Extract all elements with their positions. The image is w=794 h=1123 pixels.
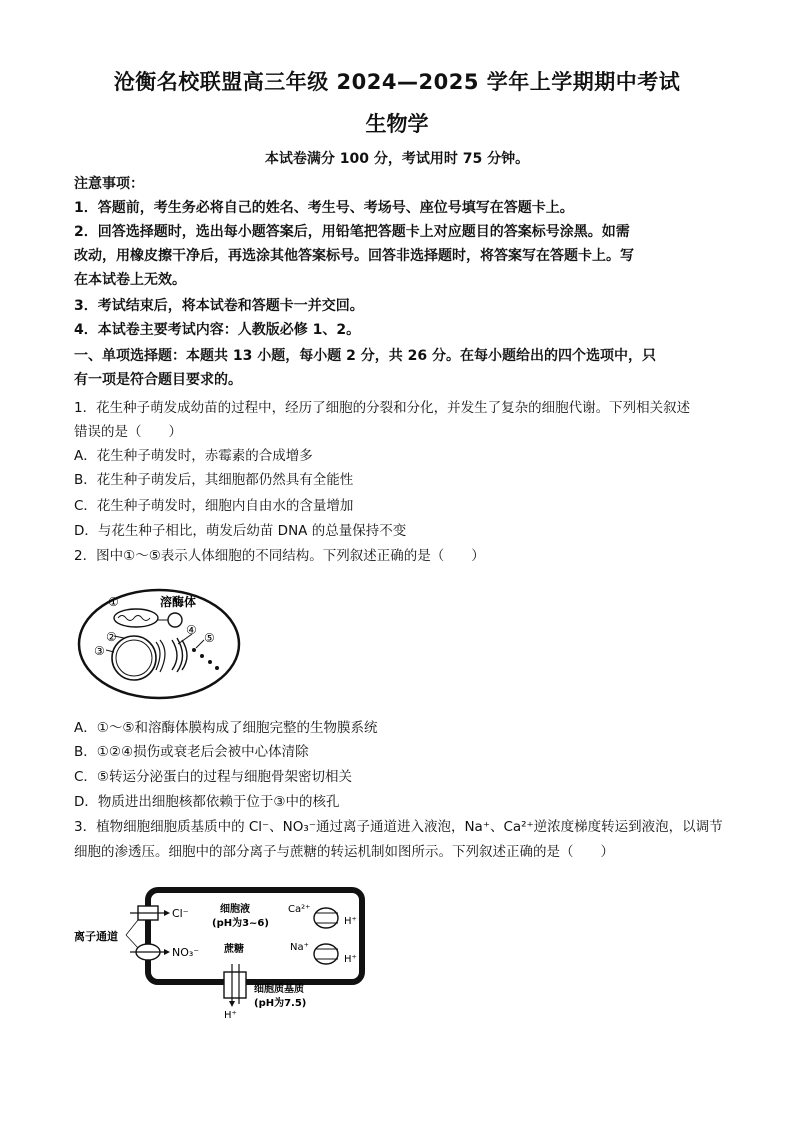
q1-stem: 1．花生种子萌发成幼苗的过程中，经历了细胞的分裂和分化，并发生了复杂的细胞代谢。下列相关叙述 [74, 400, 691, 416]
mitochondrion-cristae [118, 616, 150, 621]
mitochondrion-shape [114, 609, 158, 627]
q1-stem-cont: 错误的是（ ） [74, 424, 182, 440]
ca-h-antiporter [314, 908, 338, 928]
ca-label: Ca²⁺ [288, 904, 311, 915]
vesicle [200, 654, 204, 658]
vacuole-sap-label: 细胞液 [220, 904, 250, 915]
section-heading-cont: 有一项是符合题目要求的。 [74, 372, 242, 388]
q1-option-b: B．花生种子萌发后，其细胞都仍然具有全能性 [74, 472, 354, 488]
notice-item: 4．本试卷主要考试内容：人教版必修 1、2。 [74, 322, 361, 338]
q2-stem: 2．图中①～⑤表示人体细胞的不同结构。下列叙述正确的是（ ） [74, 548, 485, 564]
cl-arrowhead [164, 910, 170, 916]
ion-channel-label: 离子通道 [74, 930, 118, 943]
label-5: ⑤ [204, 631, 215, 645]
label-pointer [126, 920, 138, 935]
q2-option-d: D．物质进出细胞核都依赖于位于③中的核孔 [74, 794, 340, 810]
notice-item: 3．考试结束后，将本试卷和答题卡一并交回。 [74, 298, 364, 314]
subject-title: 生物学 [365, 112, 429, 136]
q1-option-c: C．花生种子萌发时，细胞内自由水的含量增加 [74, 498, 354, 514]
vesicle [192, 648, 196, 652]
proton-arrowhead [229, 1001, 235, 1007]
label-pointer [196, 640, 204, 648]
vacuole-transport-diagram [74, 880, 374, 1020]
q1-option-a: A．花生种子萌发时，赤霉素的合成增多 [74, 448, 313, 464]
label-4: ④ [186, 623, 197, 637]
q3-stem: 3．植物细胞细胞质基质中的 Cl⁻、NO₃⁻通过离子通道进入液泡，Na⁺、Ca²⁺逆浓度梯度转运到液泡，以调节 [74, 819, 723, 835]
label-pointer [126, 935, 138, 948]
label-2: ② [106, 630, 117, 644]
label-1: ① [108, 595, 119, 609]
vesicle [215, 666, 219, 670]
label-3: ③ [94, 644, 105, 658]
nucleus-shape [112, 636, 156, 680]
golgi-cisterna [172, 640, 177, 670]
exam-title: 沧衡名校联盟高三年级 2024—2025 学年上学期期中考试 [113, 70, 681, 94]
vacuole-ph-label: (pH为3~6) [212, 918, 269, 929]
notice-item: 2．回答选择题时，选出每小题答案后，用铅笔把答题卡上对应题目的答案标号涂黑。如需 [74, 224, 630, 240]
cell-diagram [74, 584, 244, 704]
na-h-antiporter [314, 944, 338, 964]
er-line [160, 640, 165, 672]
q2-option-a: A．①～⑤和溶酶体膜构成了细胞完整的生物膜系统 [74, 720, 378, 736]
q1-option-d: D．与花生种子相比，萌发后幼苗 DNA 的总量保持不变 [74, 523, 407, 539]
cl-label: Cl⁻ [172, 907, 189, 920]
h-label-3: H⁺ [224, 1010, 237, 1020]
label-lysosome: 溶酶体 [160, 595, 197, 609]
q2-option-c: C．⑤转运分泌蛋白的过程与细胞骨架密切相关 [74, 769, 353, 785]
cytosol-ph-label: (pH为7.5) [254, 998, 307, 1009]
nuclear-envelope-inner [116, 640, 152, 676]
cytosol-label: 细胞质基质 [254, 984, 304, 995]
notice-item: 改动，用橡皮擦干净后，再选涂其他答案标号。回答非选择题时，将答案写在答题卡上。写 [74, 248, 634, 264]
section-heading: 一、单项选择题：本题共 13 小题，每小题 2 分，共 26 分。在每小题给出的四个选项中，只 [74, 348, 656, 364]
no3-label: NO₃⁻ [172, 946, 200, 959]
q2-option-b: B．①②④损伤或衰老后会被中心体清除 [74, 744, 309, 760]
q3-stem-cont: 细胞的渗透压。细胞中的部分离子与蔗糖的转运机制如图所示。下列叙述正确的是（ ） [74, 844, 614, 860]
na-label: Na⁺ [290, 942, 309, 953]
vesicle [208, 660, 212, 664]
sucrose-label: 蔗糖 [224, 944, 244, 955]
lysosome-shape [168, 613, 182, 627]
notice-heading: 注意事项： [74, 176, 144, 192]
h-label-2: H⁺ [344, 954, 357, 965]
sucrose-transporter [224, 972, 246, 998]
h-label-1: H⁺ [344, 916, 357, 927]
no3-arrowhead [164, 949, 170, 955]
notice-item: 1．答题前，考生务必将自己的姓名、考生号、考场号、座位号填写在答题卡上。 [74, 200, 574, 216]
exam-info: 本试卷满分 100 分，考试用时 75 分钟。 [264, 151, 530, 167]
notice-item: 在本试卷上无效。 [74, 272, 186, 288]
vacuole-membrane [148, 890, 362, 982]
